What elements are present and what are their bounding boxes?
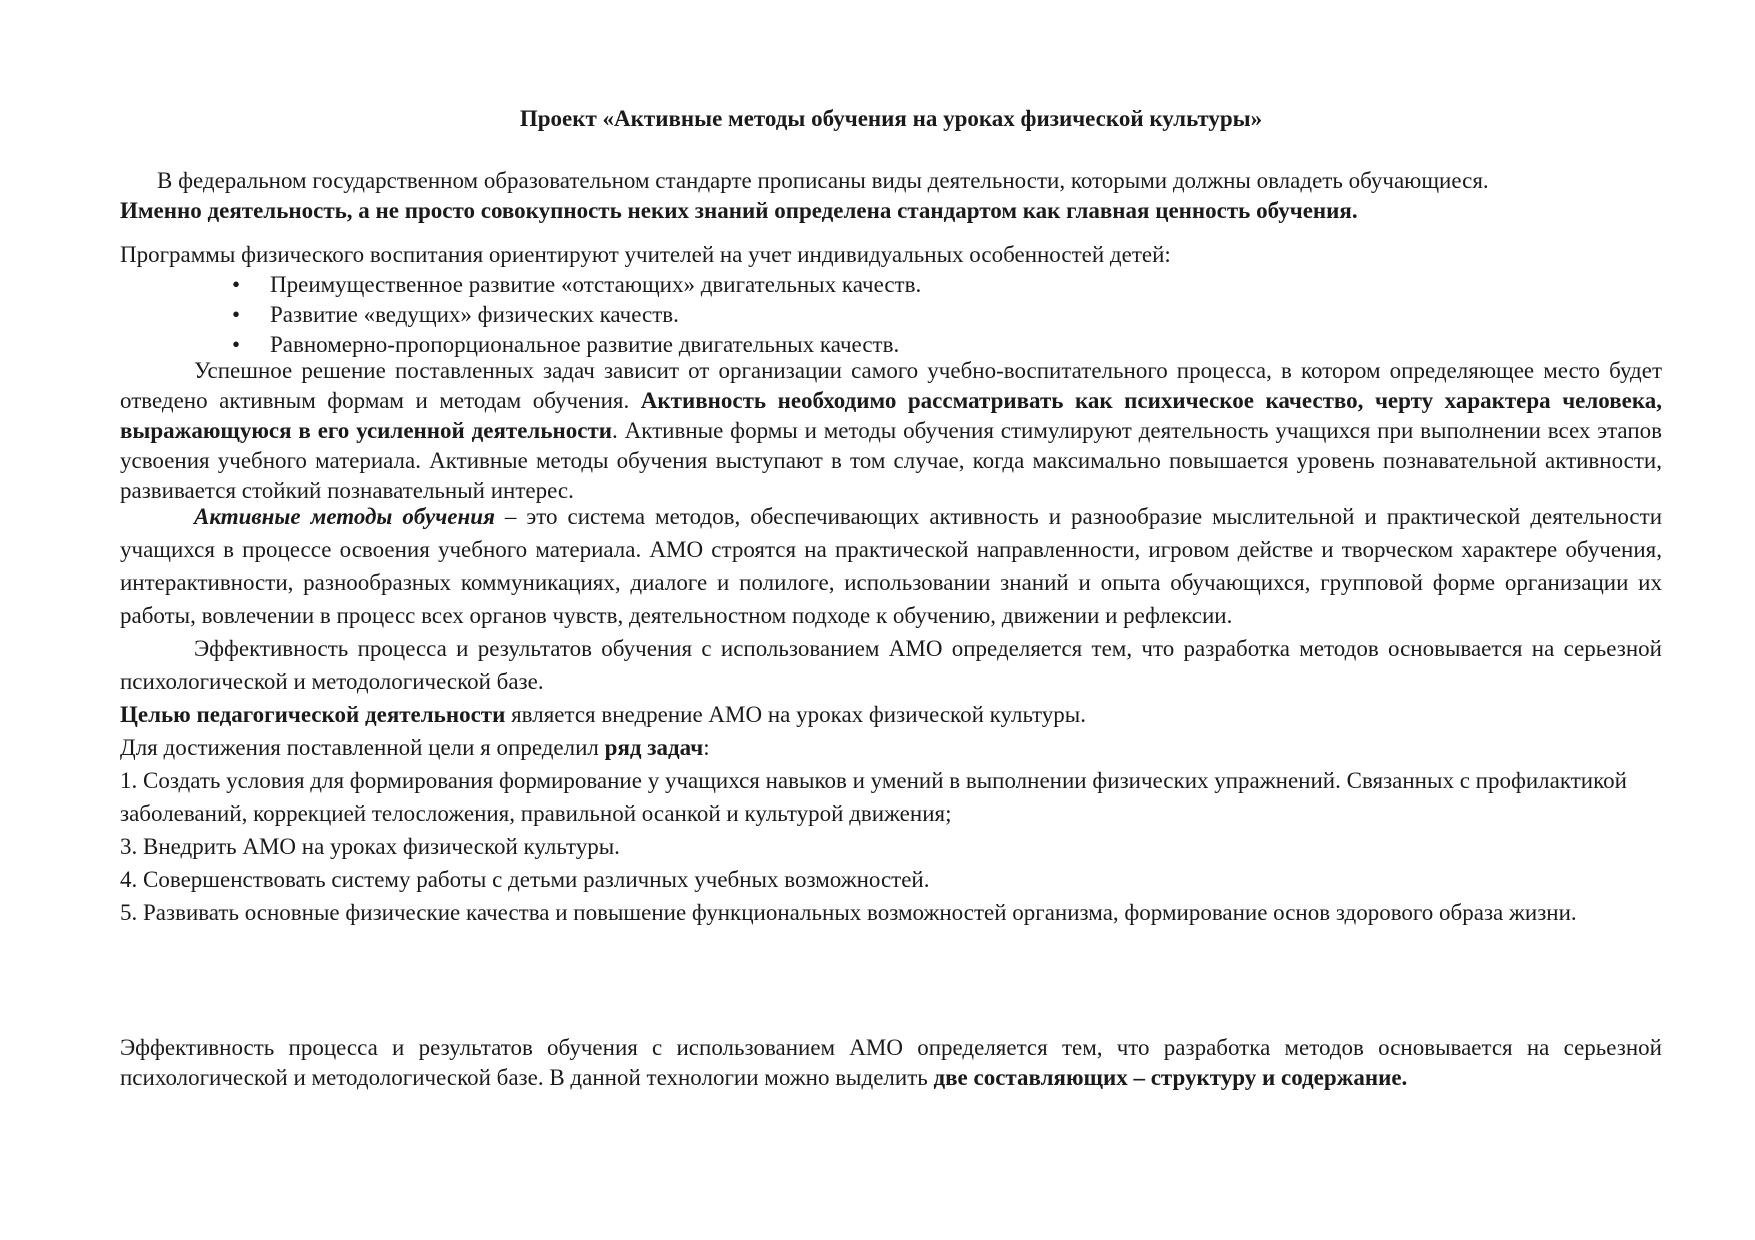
success-section bbox=[120, 356, 1662, 506]
list-item bbox=[120, 270, 1662, 300]
intro-bold-text: Именно деятельность, а не просто совокупность неких знаний определена стандартом как главная ценность обучения. bbox=[120, 198, 1358, 223]
bullet-list bbox=[120, 270, 1662, 360]
goal-paragraph bbox=[120, 698, 1662, 731]
tasks-intro bbox=[120, 731, 1662, 764]
amo-definition-text: – это система методов, обеспечивающих активность и разнообразие мыслительной и практической деятельности учащихся в процессе освоения учебного материала. АМО строятся на практической направленности, игровом действе и творческом характере обучения, интерактивности, разнообразных коммуникациях, диалоге и полилоге, использовании знаний и опыта обучающихся, групповой форме организации их работы, вовлечении в процесс всех органов чувств, деятельностном подходе к обучению, движении и рефлексии. bbox=[120, 504, 1662, 628]
list-item-text: Равномерно-пропорциональное развитие двигательных качеств. bbox=[270, 332, 900, 357]
intro-section bbox=[120, 166, 1662, 226]
goal-text: является внедрение АМО на уроках физической культуры. bbox=[505, 702, 1087, 727]
tasks-intro-text: Для достижения поставленной цели я определил bbox=[120, 735, 605, 760]
list-item-text: Развитие «ведущих» физических качеств. bbox=[270, 302, 679, 327]
document-title: Проект «Активные методы обучения на уроках физической культуры» bbox=[519, 106, 1263, 131]
task-item: 5. Развивать основные физические качества и повышение функциональных возможностей организма, формирование основ здорового образа жизни. bbox=[120, 900, 1577, 925]
bullet-icon: • bbox=[232, 332, 241, 357]
list-item-text: Преимущественное развитие «отстающих» двигательных качеств. bbox=[270, 272, 922, 297]
amo-definition bbox=[120, 500, 1662, 632]
effectiveness-2-bold: две составляющих – структуру и содержание. bbox=[933, 1065, 1408, 1090]
amo-term: Активные методы обучения bbox=[194, 504, 495, 529]
bullet-icon: • bbox=[232, 272, 241, 297]
bullet-icon: • bbox=[232, 302, 241, 327]
success-text-bold: Активность необходимо рассматривать как психическое качество, черту характера человека, выражающуюся в его усиленной деятельности bbox=[120, 388, 1662, 443]
intro-line: В федеральном государственном образовательном стандарте прописаны виды деятельности, которыми должны овладеть обучающиеся. bbox=[157, 168, 1489, 193]
effectiveness-paragraph: Эффективность процесса и результатов обучения с использованием АМО определяется тем, что разработка методов основывается на серьезной психологической и методологической базе. bbox=[120, 636, 1662, 694]
intro-bold-line bbox=[120, 196, 1662, 226]
effectiveness-2-text: Эффективность процесса и результатов обучения с использованием АМО определяется тем, что разработка методов основывается на серьезной психологической и методологической базе. В данной технологии можно выделить bbox=[120, 1035, 1662, 1090]
list-item bbox=[120, 300, 1662, 330]
effectiveness-paragraph-2 bbox=[120, 1033, 1662, 1093]
task-item: 4. Совершенствовать систему работы с детьми различных учебных возможностей. bbox=[120, 867, 930, 892]
success-paragraph bbox=[120, 356, 1662, 506]
amo-section bbox=[120, 500, 1662, 929]
tasks-intro-bold: ряд задач bbox=[604, 735, 704, 760]
programs-text: Программы физического воспитания ориентируют учителей на учет индивидуальных особенностей детей: bbox=[120, 242, 1171, 267]
goal-bold: Целью педагогической деятельности bbox=[120, 702, 506, 727]
task-item: 3. Внедрить АМО на уроках физической культуры. bbox=[120, 834, 620, 859]
task-item: 1. Создать условия для формирования формирование у учащихся навыков и умений в выполнении физических упражнений. Связанных с профилактикой заболеваний, коррекцией телосложения, правильной осанкой и культурой движения; bbox=[120, 768, 1627, 826]
success-text-1: Успешное решение поставленных задач зависит от организации самого учебно-воспитательного процесса, в котором определяющее место будет отведено активным формам и методам обучения. bbox=[120, 358, 1662, 413]
success-text-2: . Активные формы и методы обучения стимулируют деятельность учащихся при выполнении всех этапов усвоения учебного материала. Активные методы обучения выступают в том случае, когда максимально повышается уровень познавательной активности, развивается стойкий познавательный интерес. bbox=[120, 418, 1663, 503]
programs-section bbox=[120, 240, 1662, 360]
tasks-intro-tail: : bbox=[703, 735, 710, 760]
effectiveness-section bbox=[120, 1033, 1662, 1093]
